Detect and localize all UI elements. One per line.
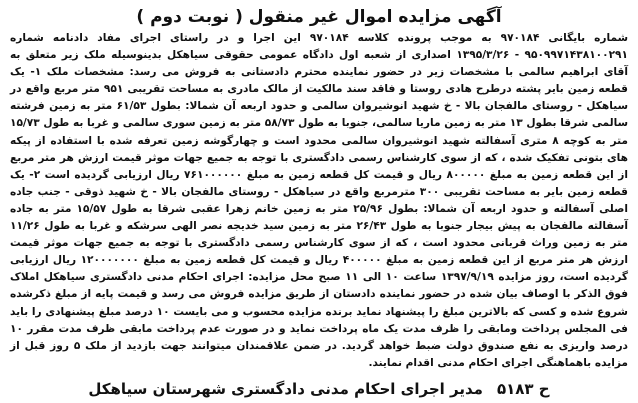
notice-code: ح ۵۱۸۳ — [496, 380, 550, 398]
notice-signature: مدیر اجرای احکام مدنی دادگستری شهرستان سیاهکل — [88, 380, 483, 398]
notice-title: آگهی مزایده اموال غیر منقول ( نوبت دوم ) — [136, 7, 502, 27]
notice-body — [10, 30, 628, 372]
notice-paragraph: شماره بایگانی ۹۷۰۱۸۴ به موجب پرونده کلاسه ۹۷۰۱۸۴ این اجرا و در راستای اجرای مفاد دادنامه شماره ۹۵۰۹۹۷۱۴۳۸۱۰۰۲۹۱ - ۱۳۹۵/۳/۲۶ اصداری از شعبه اول دادگاه عمومی حقوقی سیاهکل بدینوسیله ملک زیر متعلق به آقای ابراهیم سالمی با مشخصات زیر در حضور نماینده محترم دادستانی به فروش می رسد: مشخصات ملک ۱- یک قطعه زمین بایر پشته درطرح هادی روستا و فاقد سند مالکیت از مالک مادری به مساحت تقریبی ۹۵۱ متر مربع واقع در سیاهکل - روستای مالفجان بالا - خ شهید انوشیروان سالمی و حدود اربعه آن شمالا: بطول ۶۱/۵۳ متر به زمین فرشته سالمی شرقا بطول ۱۳ متر به زمین ماریا سالمی، جنوبا به طول ۵۸/۷۳ متر به زمین سوری سالمی و غربا به طول ۱۵/۷۳ متر به کوچه ۸ متری آسفالته شهید انوشیروان سالمی محدود است و چهارگوشه زمین تعرفه شده با استفاده از پیکه های بتونی تفکیک شده ، که از سوی کارشناس رسمی دادگستری با توجه به جمیع جهات موثر قیمت ارزش هر متر مربع از این قطعه زمین به مبلغ ۸۰۰۰۰۰ ریال و قیمت کل قطعه زمین به مبلغ ۷۶۱۰۰۰۰۰۰ ریال ارزیابی گردیده است ۲- یک قطعه زمین بایر به مساحت تقریبی ۳۰۰ مترمربع واقع در سیاهکل - روستای مالفجان بالا - خ شهید ذوقی - جنب جاده اصلی آسفالته و حدود اربعه آن شمالا: بطول ۲۵/۹۶ متر به زمین خانم زهرا عقبی شرقا به طول ۱۵/۵۷ متر به جاده آسفالته مالفجان به پیش بیجار جنوبا به طول ۲۶/۴۳ متر به زمین سید خدیجه نصر الهی سرشکه و غربا به طول ۱۱/۲۶ متر به زمین وراث قربانی محدود است ، که از سوی کارشناس رسمی دادگستری با توجه به جمیع جهات موثر قیمت ارزش هر متر مربع از این قطعه زمین به مبلغ ۴۰۰۰۰۰ ریال و قیمت کل قطعه زمین به مبلغ ۱۲۰۰۰۰۰۰۰ ریال ارزیابی گردیده است، روز مزایده ۱۳۹۷/۹/۱۹ ساعت ۱۰ الی ۱۱ صبح محل مزایده: اجرای احکام مدنی دادگستری سیاهکل املاک فوق الذکر با اوصاف بیان شده در حضور نماینده دادستان از طریق مزایده فروش می رسد و قیمت پایه از مبلغ ذکرشده شروع شده و کسی که بالاترین مبلغ را پیشنهاد نماید برنده مزایده محسوب و می بایست ۱۰ درصد مبلغ پیشنهادی را باید فی المجلس پرداخت ومابقی را ظرف مدت یک ماه پرداخت نماید و در صورت عدم پرداخت مابقی ظرف مدت مقرر ۱۰ درصد واریزی به نفع صندوق دولت ضبط خواهد گردید. در ضمن علاقمندان میتوانند جهت بازدید از ملک ۵ روز قبل از مزایده باهماهنگی اجرای احکام مدنی اقدام نمایند. — [10, 32, 629, 369]
notice-footer — [10, 379, 628, 399]
